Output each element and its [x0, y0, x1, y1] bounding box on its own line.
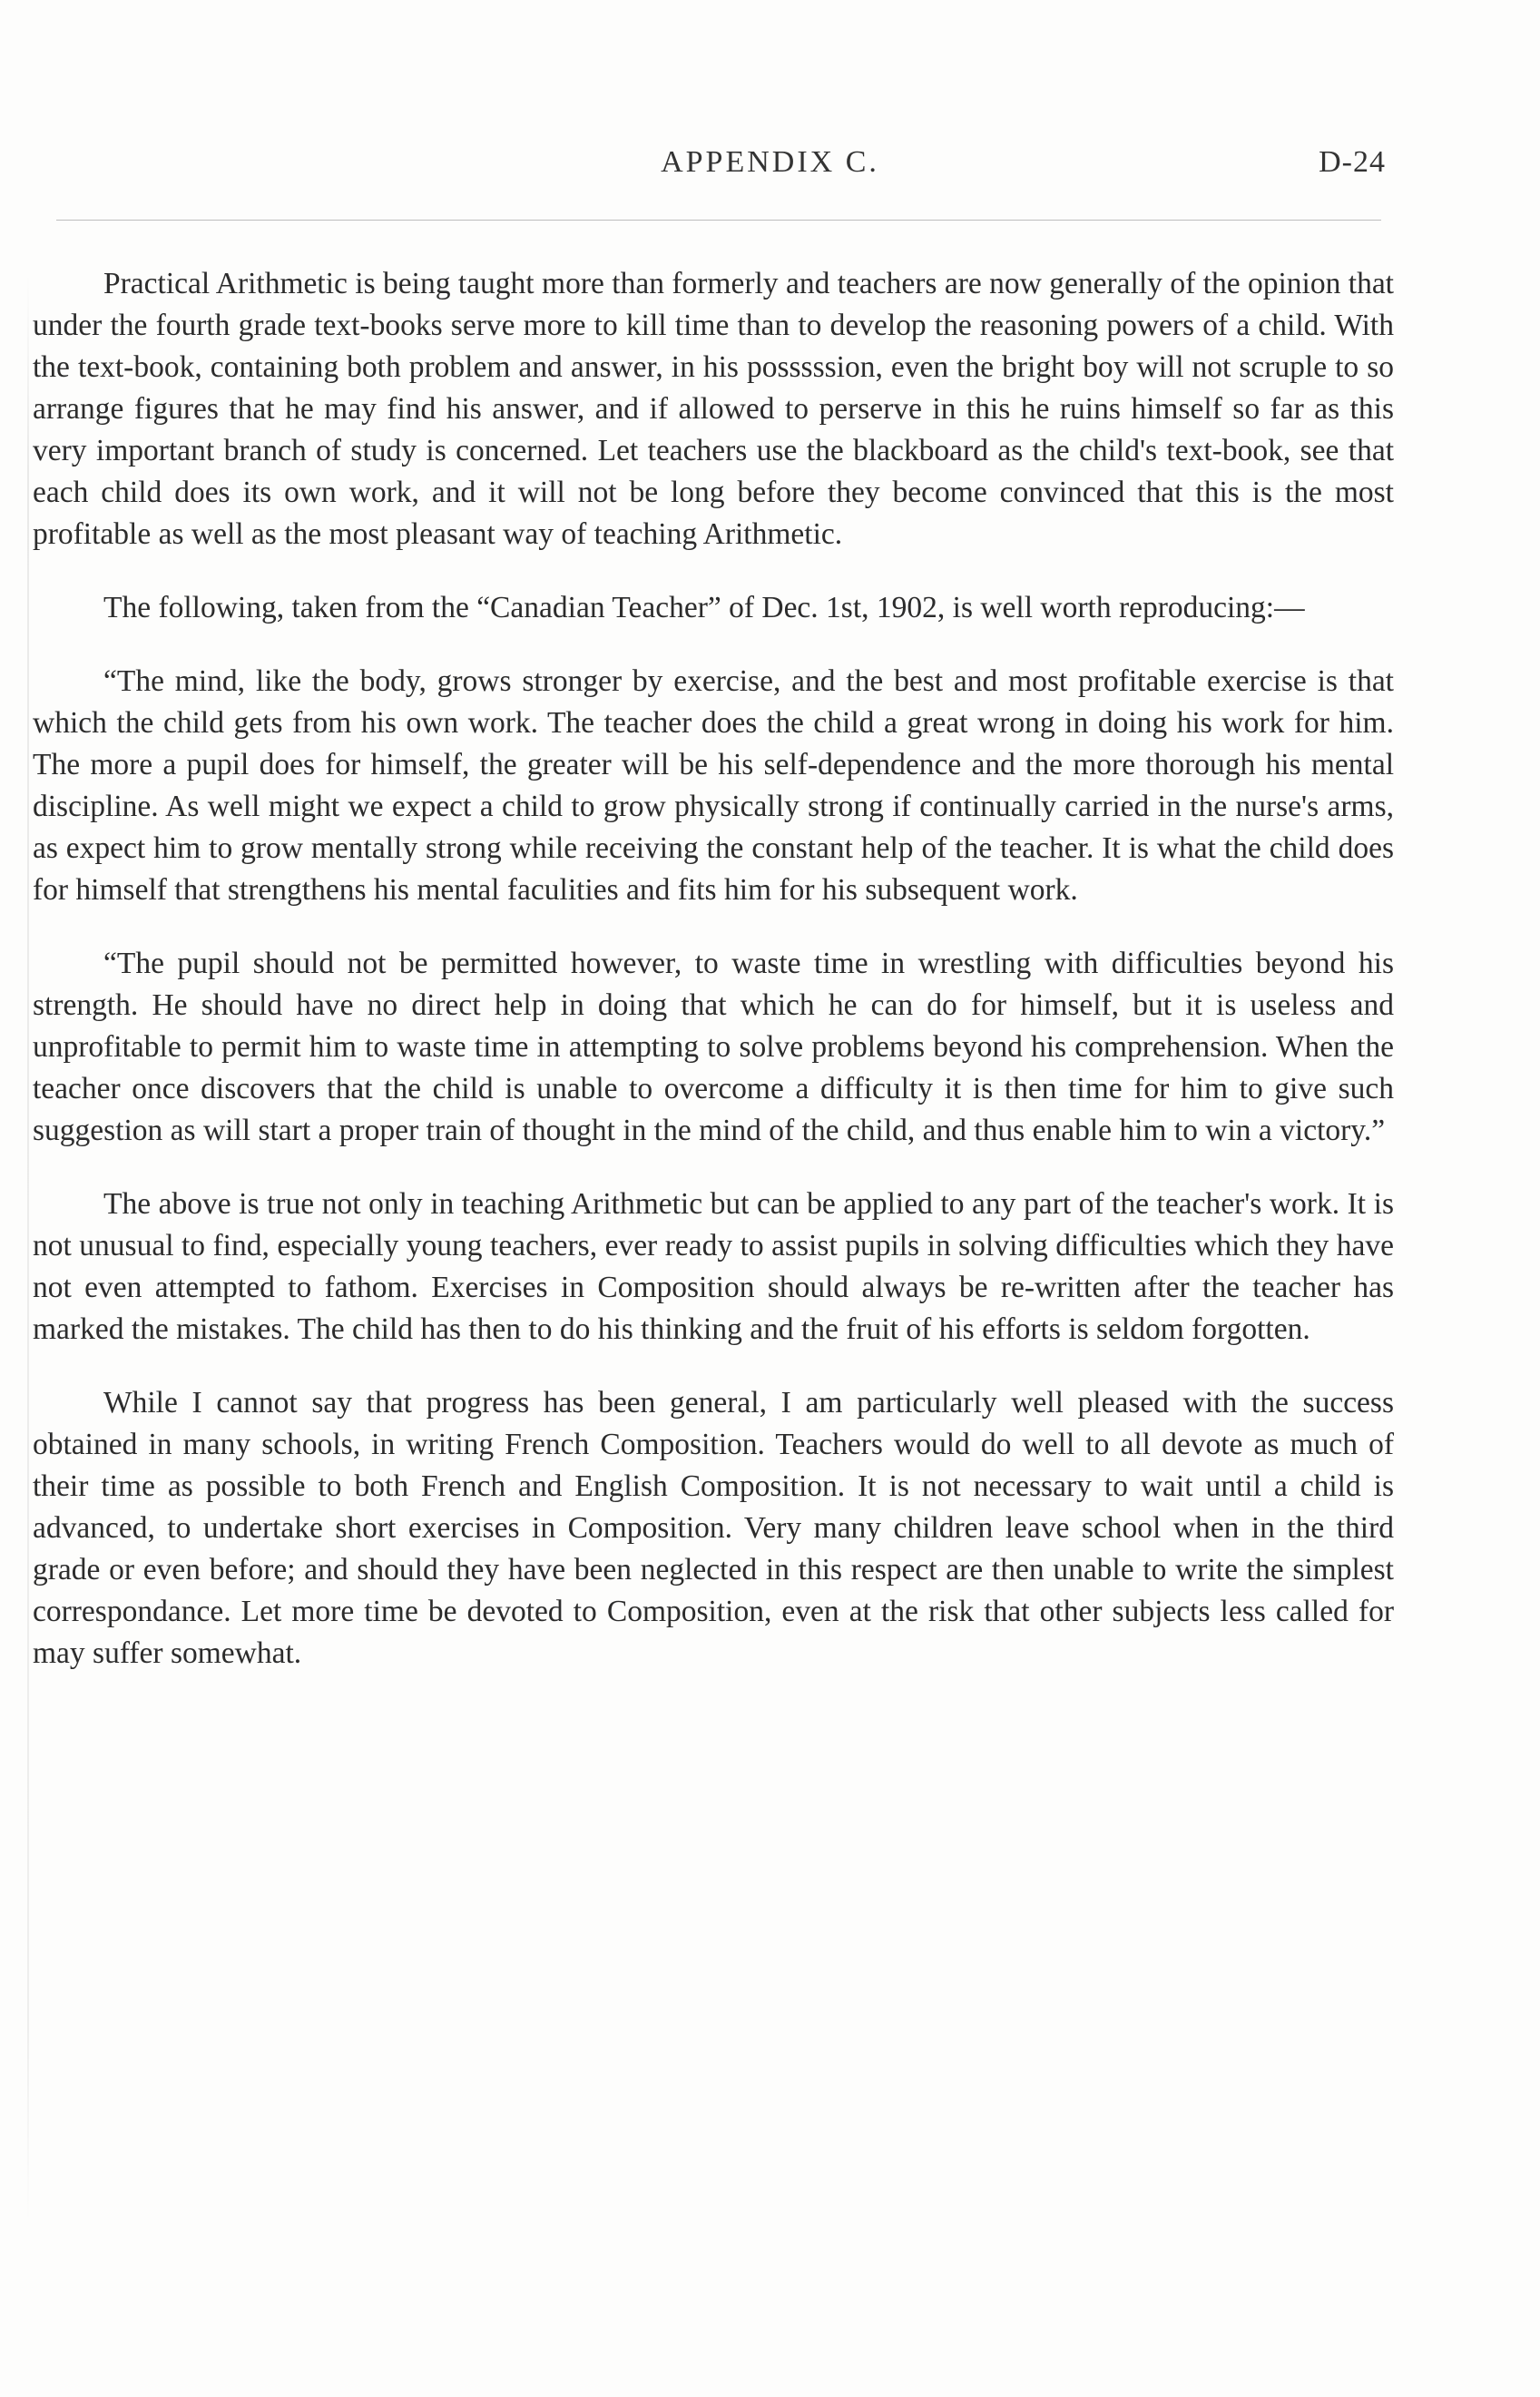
paragraph-quote-intro: The following, taken from the “Canadian Teacher” of Dec. 1st, 1902, is well worth reproducing:—	[103, 591, 1305, 624]
page-header	[0, 145, 1540, 200]
paragraph-quote-mind: “The mind, like the body, grows stronger by exercise, and the best and most profitable exercise is that which the child gets from his own work. The teacher does the child a great wrong in doing his work for him. The more a pupil does for himself, the greater will be his self-dependence and the more thorough his mental discipline. As well might we expect a child to grow physically strong if continually carried in the nurse's arms, as expect him to grow mentally strong while receiving the constant help of the teacher. It is what the child does for himself that strengthens his mental faculities and fits him for his subsequent work.	[33, 664, 1394, 907]
paragraph-teachers-work: The above is true not only in teaching Arithmetic but can be applied to any part of the teacher's work. It is not unusual to find, especially young teachers, ever ready to assist pupils in solving difficulties which they have not even attempted to fathom. Exercises in Composition should always be re-written after the teacher has marked the mistakes. The child has then to do his thinking and the fruit of his efforts is seldom forgotten.	[33, 1187, 1394, 1346]
page-number: D-24	[1319, 145, 1386, 179]
paragraph-composition: While I cannot say that progress has been general, I am particularly well pleased with the success obtained in many schools, in writing French Composition. Teachers would do well to all devote as much of their time as possible to both French and English Composition. It is not necessary to wait until a child is advanced, to undertake short exercises in Composition. Very many children leave school when in the third grade or even before; and should they have been neglected in this respect are then unable to write the simplest correspondance. Let more time be devoted to Composition, even at the risk that other subjects less called for may suffer somewhat.	[33, 1386, 1394, 1670]
running-title: APPENDIX C.	[661, 145, 879, 179]
paragraph-arithmetic: Practical Arithmetic is being taught more than formerly and teachers are now generally of the opinion that under the fourth grade text-books serve more to kill time than to develop the reasoning powers of a child. With the text-book, containing both problem and answer, in his posssssion, even the bright boy will not scruple to so arrange figures that he may find his answer, and if allowed to perserve in this he ruins himself so far as this very important branch of study is concerned. Let teachers use the blackboard as the child's text-book, see that each child does its own work, and it will not be long before they become convinced that this is the most profitable as well as the most pleasant way of teaching Arithmetic.	[33, 267, 1394, 551]
paragraph-quote-pupil: “The pupil should not be permitted however, to waste time in wrestling with difficulties beyond his strength. He should have no direct help in doing that which he can do for himself, but it is useless and unprofitable to permit him to waste time in attempting to solve problems beyond his comprehension. When the teacher once discovers that the child is unable to overcome a difficulty it is then time for him to give such suggestion as will start a proper train of thought in the mind of the child, and thus enable him to win a victory.”	[33, 947, 1394, 1147]
header-rule	[56, 220, 1381, 221]
body-text	[33, 263, 1394, 1675]
scan-edge-shadow	[27, 272, 29, 2224]
